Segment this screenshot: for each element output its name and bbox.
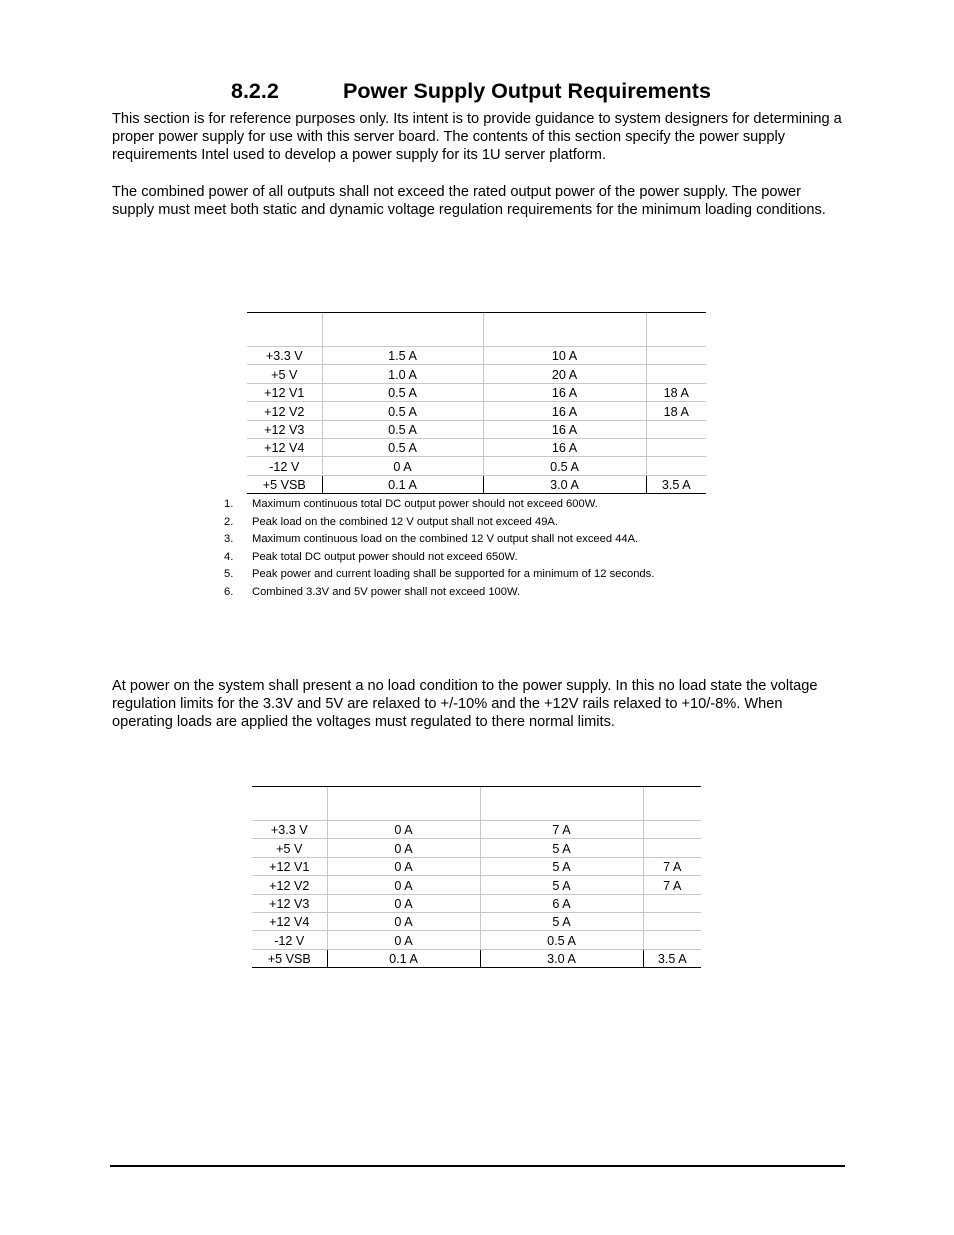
note-item: 5. Peak power and current loading shall be supported for a minimum of 12 seconds. [224, 568, 655, 580]
max-load-cell: 0.5 A [480, 931, 643, 949]
max-load-cell: 3.0 A [480, 949, 643, 967]
table-header-row [247, 313, 706, 347]
min-load-cell: 0 A [327, 821, 480, 839]
table-row [252, 912, 701, 930]
peak-load-cell [646, 365, 706, 383]
header-cell [646, 313, 706, 347]
table-notes-list [224, 496, 654, 601]
min-load-cell: 0.1 A [327, 949, 480, 967]
header-cell [322, 313, 483, 347]
peak-load-cell: 7 A [643, 857, 701, 875]
output-voltage-cell: +5 V [247, 365, 322, 383]
table-row [247, 457, 706, 475]
note-item: 1. Maximum continuous total DC output power should not exceed 600W. [224, 498, 598, 510]
min-load-cell: 0 A [327, 894, 480, 912]
max-load-cell: 7 A [480, 821, 643, 839]
min-load-cell: 0 A [327, 912, 480, 930]
peak-load-cell [646, 438, 706, 456]
output-voltage-cell: -12 V [252, 931, 327, 949]
max-load-cell: 5 A [480, 912, 643, 930]
peak-load-cell [643, 931, 701, 949]
table-row [247, 438, 706, 456]
peak-load-cell: 18 A [646, 402, 706, 420]
min-load-cell: 0.5 A [322, 402, 483, 420]
peak-load-cell [646, 420, 706, 438]
min-load-cell: 0 A [322, 457, 483, 475]
table-row [247, 402, 706, 420]
min-load-cell: 0.5 A [322, 420, 483, 438]
output-voltage-cell: +5 VSB [247, 475, 322, 493]
output-voltage-cell: +12 V3 [252, 894, 327, 912]
no-load-table [252, 786, 701, 968]
max-load-cell: 16 A [483, 383, 646, 401]
peak-load-cell [643, 912, 701, 930]
peak-load-cell: 3.5 A [646, 475, 706, 493]
output-voltage-cell: -12 V [247, 457, 322, 475]
output-voltage-cell: +5 VSB [252, 949, 327, 967]
output-voltage-cell: +12 V3 [247, 420, 322, 438]
output-voltage-cell: +12 V4 [247, 438, 322, 456]
table-row [247, 347, 706, 365]
footer-rule [110, 1165, 845, 1167]
note-item: 6. Combined 3.3V and 5V power shall not exceed 100W. [224, 585, 521, 598]
header-cell [483, 313, 646, 347]
intro-paragraph: This section is for reference purposes only. Its intent is to provide guidance to system designers for determining a proper power supply for use with this server board. The contents of this section specify the power supply requirements Intel used to develop a power supply for its 1U server platform. [112, 111, 842, 163]
output-voltage-cell: +12 V2 [252, 876, 327, 894]
peak-load-cell [646, 457, 706, 475]
peak-load-cell: 7 A [643, 876, 701, 894]
max-load-cell: 20 A [483, 365, 646, 383]
max-load-cell: 16 A [483, 402, 646, 420]
table-row [247, 383, 706, 401]
header-cell [247, 313, 322, 347]
header-cell [252, 787, 327, 821]
peak-load-cell: 3.5 A [643, 949, 701, 967]
load-ratings-table [247, 312, 706, 494]
min-load-cell: 0.5 A [322, 438, 483, 456]
section-heading [231, 78, 711, 104]
output-voltage-cell: +12 V2 [247, 402, 322, 420]
min-load-cell: 0 A [327, 931, 480, 949]
min-load-cell: 0 A [327, 876, 480, 894]
min-load-cell: 0.5 A [322, 383, 483, 401]
peak-load-cell [643, 839, 701, 857]
table-row [247, 475, 706, 493]
output-voltage-cell: +3.3 V [247, 347, 322, 365]
output-voltage-cell: +5 V [252, 839, 327, 857]
table-row [252, 857, 701, 875]
table-row [247, 420, 706, 438]
combined-power-paragraph: The combined power of all outputs shall not exceed the rated output power of the power supply. The power supply must meet both static and dynamic voltage regulation requirements for the minimum loading conditions. [112, 184, 826, 218]
peak-load-cell [646, 347, 706, 365]
min-load-cell: 1.0 A [322, 365, 483, 383]
output-voltage-cell: +12 V1 [247, 383, 322, 401]
header-cell [643, 787, 701, 821]
max-load-cell: 16 A [483, 438, 646, 456]
max-load-cell: 6 A [480, 894, 643, 912]
note-item: 3. Maximum continuous load on the combined 12 V output shall not exceed 44A. [224, 533, 639, 545]
note-item: 2. Peak load on the combined 12 V output shall not exceed 49A. [224, 515, 559, 528]
table-row [252, 876, 701, 894]
min-load-cell: 0.1 A [322, 475, 483, 493]
output-voltage-cell: +3.3 V [252, 821, 327, 839]
peak-load-cell [643, 821, 701, 839]
table-row [252, 931, 701, 949]
output-voltage-cell: +12 V4 [252, 912, 327, 930]
min-load-cell: 1.5 A [322, 347, 483, 365]
max-load-cell: 0.5 A [483, 457, 646, 475]
table-header-row [252, 787, 701, 821]
section-number: 8.2.2 [231, 79, 279, 103]
peak-load-cell: 18 A [646, 383, 706, 401]
max-load-cell: 16 A [483, 420, 646, 438]
max-load-cell: 5 A [480, 876, 643, 894]
max-load-cell: 3.0 A [483, 475, 646, 493]
table-row [252, 949, 701, 967]
max-load-cell: 10 A [483, 347, 646, 365]
table-row [252, 894, 701, 912]
section-title: Power Supply Output Requirements [343, 79, 711, 103]
min-load-cell: 0 A [327, 839, 480, 857]
header-cell [480, 787, 643, 821]
max-load-cell: 5 A [480, 839, 643, 857]
note-item: 4. Peak total DC output power should not exceed 650W. [224, 550, 518, 563]
header-cell [327, 787, 480, 821]
table-row [252, 821, 701, 839]
min-load-cell: 0 A [327, 857, 480, 875]
table-row [252, 839, 701, 857]
output-voltage-cell: +12 V1 [252, 857, 327, 875]
peak-load-cell [643, 894, 701, 912]
no-load-paragraph: At power on the system shall present a no load condition to the power supply. In this no load state the voltage regulation limits for the 3.3V and 5V are relaxed to +/-10% and the +12V rails relaxed to +10/-8%. When operating loads are applied the voltages must regulated to there normal limits. [112, 678, 818, 730]
max-load-cell: 5 A [480, 857, 643, 875]
table-row [247, 365, 706, 383]
